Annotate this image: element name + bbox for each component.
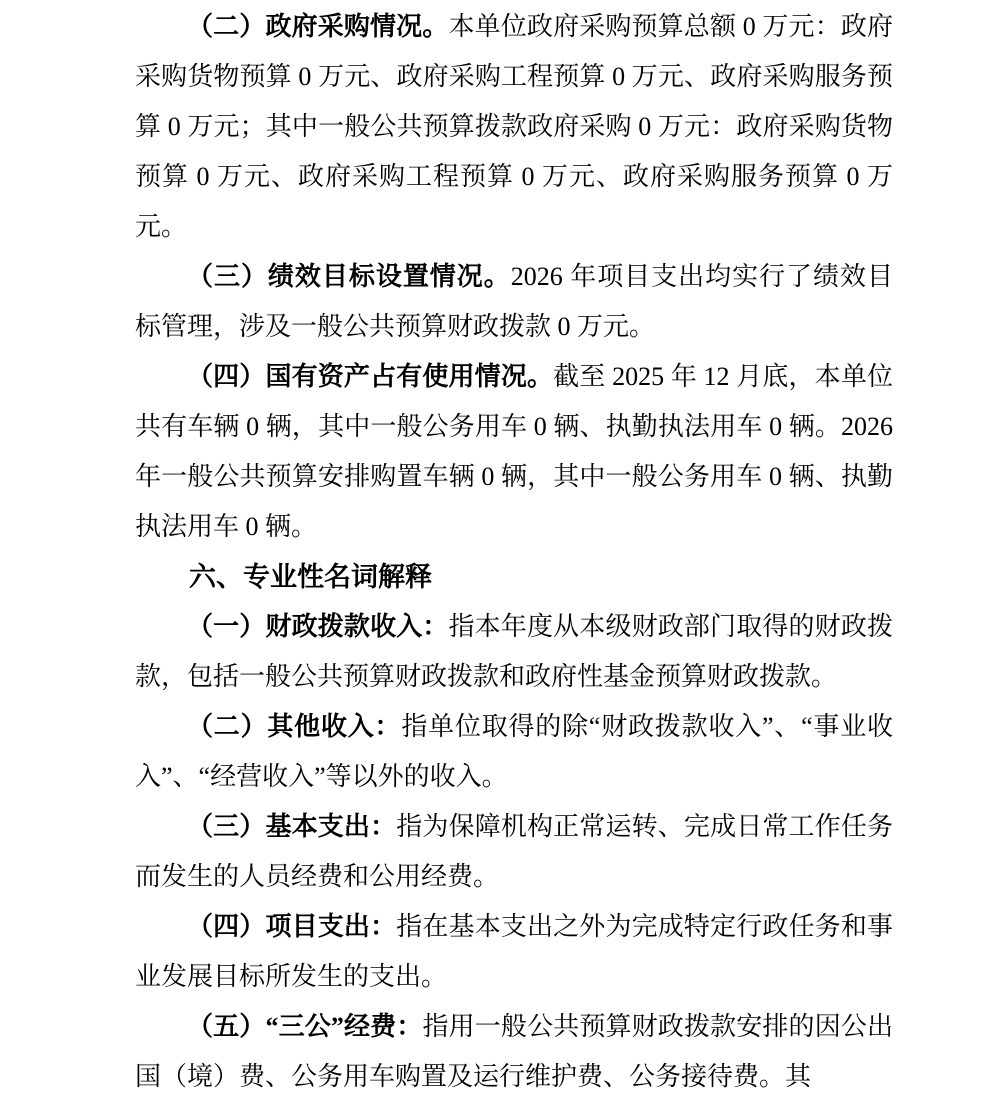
paragraph-lead: （五）“三公”经费： [187, 1012, 423, 1041]
paragraph-lead: （二）政府采购情况。 [187, 12, 449, 41]
paragraph-body: 本单位政府采购预算总额 0 万元：政府采购货物预算 0 万元、政府采购工程预算 0 万元、政府采购服务预算 0 万元；其中一般公共预算拨款政府采购 0 万元：政府采购货物预算 0 万元、政府采购工程预算 0 万元、政府采购服务预算 0 万元。 [135, 12, 893, 241]
paragraph-lead: （三）绩效目标设置情况。 [187, 262, 511, 291]
paragraph-lead: （一）财政拨款收入： [187, 612, 449, 641]
paragraph-body: 指本年度从本级财政部门取得的财政拨款，包括一般公共预算财政拨款和政府性基金预算财政拨款。 [135, 612, 893, 691]
paragraph-lead: （三）基本支出： [187, 812, 397, 841]
paragraph-term-basic-expenditure [135, 802, 893, 902]
paragraph-body: 截至 2025 年 12 月底，本单位共有车辆 0 辆，其中一般公务用车 0 辆、执勤执法用车 0 辆。2026 年一般公共预算安排购置车辆 0 辆，其中一般公务用车 0 辆、执勤执法用车 0 辆。 [135, 362, 893, 541]
paragraph-performance-targets [135, 252, 893, 352]
paragraph-lead: （二）其他收入： [187, 712, 402, 741]
paragraph-body: 指为保障机构正常运转、完成日常工作任务而发生的人员经费和公用经费。 [135, 812, 893, 891]
paragraph-body: 指用一般公共预算财政拨款安排的因公出国（境）费、公务用车购置及运行维护费、公务接待费。其 [135, 1012, 893, 1091]
paragraph-body: 指在基本支出之外为完成特定行政任务和事业发展目标所发生的支出。 [135, 912, 893, 991]
paragraph-government-procurement [135, 2, 893, 252]
paragraph-term-project-expenditure [135, 902, 893, 1002]
document-content [135, 2, 893, 1102]
paragraph-lead: （四）国有资产占有使用情况。 [187, 362, 554, 391]
paragraph-term-other-income [135, 702, 893, 802]
paragraph-lead: （四）项目支出： [187, 912, 397, 941]
paragraph-body: 指单位取得的除“财政拨款收入”、“事业收入”、“经营收入”等以外的收入。 [135, 712, 893, 791]
paragraph-body: 2026 年项目支出均实行了绩效目标管理，涉及一般公共预算财政拨款 0 万元。 [135, 262, 893, 341]
paragraph-term-three-public-funds [135, 1002, 893, 1102]
paragraph-state-assets [135, 352, 893, 552]
section-heading-terminology: 六、专业性名词解释 [189, 562, 432, 592]
paragraph-term-fiscal-appropriation-income [135, 602, 893, 702]
